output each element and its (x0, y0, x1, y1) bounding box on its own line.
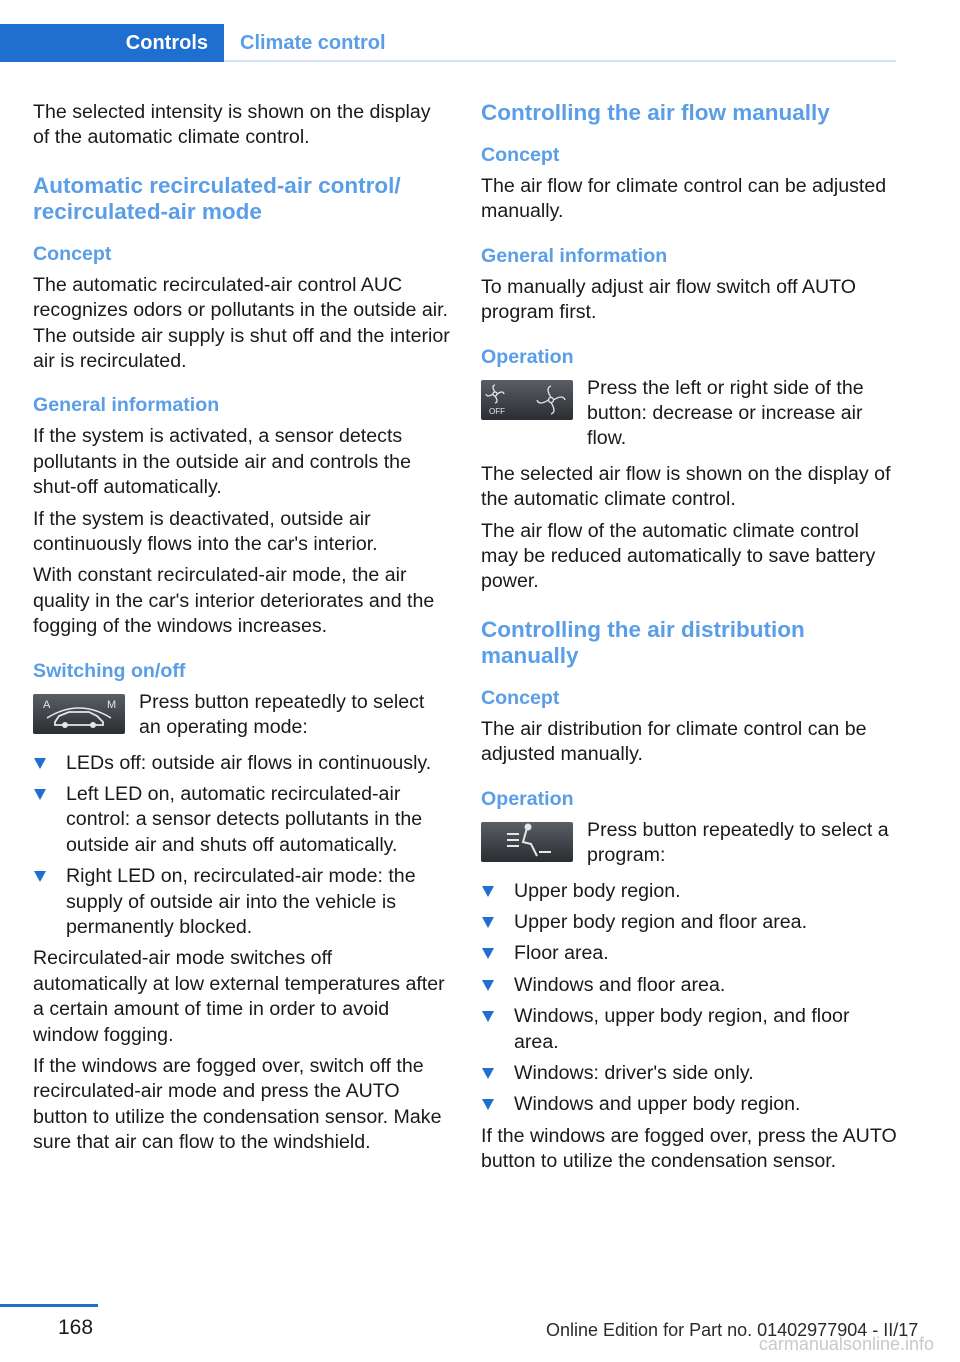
triangle-bullet-icon (482, 1068, 494, 1079)
list-item: Windows and floor area. (481, 973, 899, 998)
list-item: LEDs off: outside air flows in continuously. (33, 751, 451, 776)
intro-paragraph: The selected intensity is shown on the display of the automatic climate control. (33, 101, 431, 149)
final-paragraph: If the windows are fogged over, press the AUTO button to utilize the condensation sensor. (481, 1124, 897, 1173)
section-heading-recirculated-air: Automatic recirculated-air control/ recirculated-air mode (33, 172, 401, 224)
triangle-bullet-icon (482, 1011, 494, 1022)
triangle-bullet-icon (482, 886, 494, 897)
list-item: Upper body region. (481, 879, 899, 904)
air-flow-button-text: Press the left or right side of the button: decrease or increase air flow. (587, 376, 864, 450)
switching-heading: Switching on/off (33, 659, 186, 682)
general-info-heading: General information (33, 394, 220, 417)
fogged-paragraph: If the windows are fogged over, switch off the recirculated-air mode and press the AUTO button to utilize the condensation sensor. Make sure that air can flow to the windshield. (33, 1054, 442, 1154)
operation-heading: Operation (481, 787, 574, 810)
auto-off-paragraph: Recirculated-air mode switches off automatically at low external temperatures after a certain amount of time in order to avoid window fogging. (33, 947, 445, 1046)
svg-text:M: M (107, 698, 117, 711)
svg-text:OFF: OFF (489, 406, 505, 416)
triangle-bullet-icon (482, 980, 494, 991)
list-item: Windows: driver's side only. (481, 1061, 899, 1086)
footer-rule (0, 1304, 98, 1307)
edition-text: Online Edition for Part no. 01402977904 - II/17 (546, 1320, 919, 1340)
general-info-heading: General information (481, 244, 668, 267)
triangle-bullet-icon (482, 948, 494, 959)
triangle-bullet-icon (482, 1099, 494, 1110)
list-item: Windows and upper body region. (481, 1092, 899, 1117)
display-paragraph: The selected air flow is shown on the display of the automatic climate control. (481, 462, 891, 511)
section-heading-air-distribution: Controlling the air distribution manually (481, 616, 805, 668)
right-column (481, 100, 899, 1181)
triangle-bullet-icon (34, 789, 46, 800)
tab-controls[interactable]: Controls (0, 24, 224, 62)
header-tabbar (0, 24, 896, 62)
recirculation-button-row (33, 690, 451, 741)
section-heading-air-flow: Controlling the air flow manually (481, 100, 830, 125)
recirculation-button-icon (33, 694, 125, 734)
air-distribution-button-text: Press button repeatedly to select a program: (587, 818, 889, 867)
header-divider (224, 60, 896, 62)
air-distribution-program-list (481, 879, 899, 1118)
left-column (33, 100, 451, 1162)
air-distribution-button-row (481, 818, 899, 869)
concept-paragraph: The air flow for climate control can be adjusted manually. (481, 175, 887, 223)
list-item: Floor area. (481, 941, 899, 966)
svg-text:A: A (43, 698, 51, 711)
page-number: 168 (58, 1316, 94, 1339)
battery-paragraph: The air flow of the automatic climate control may be reduced automatically to save battery power. (481, 519, 876, 593)
list-item: Left LED on, automatic recirculated-air control: a sensor detects pollutants in the outside air and shuts off automatically. (33, 782, 451, 858)
air-distribution-button-icon (481, 822, 573, 862)
list-item: Right LED on, recirculated-air mode: the supply of outside air into the vehicle is permanently blocked. (33, 864, 451, 940)
air-flow-button-row (481, 376, 899, 452)
general-paragraph-3: With constant recirculated-air mode, the air quality in the car's interior deteriorates and the fogging of the windows increases. (33, 564, 435, 638)
list-item: Windows, upper body region, and floor area. (481, 1004, 899, 1055)
concept-heading: Concept (33, 242, 112, 265)
general-paragraph-1: If the system is activated, a sensor detects pollutants in the outside air and controls the shut-off automatically. (33, 425, 411, 499)
recirculation-button-text: Press button repeatedly to select an operating mode: (139, 690, 425, 739)
triangle-bullet-icon (482, 917, 494, 928)
concept-paragraph: The air distribution for climate control can be adjusted manually. (481, 717, 867, 766)
operation-heading: Operation (481, 345, 574, 368)
concept-paragraph: The automatic recirculated-air control AUC recognizes odors or pollutants in the outside air. The outside air supply is shut off and the interior air is recirculated. (33, 273, 450, 373)
general-paragraph: To manually adjust air flow switch off AUTO program first. (481, 275, 856, 324)
triangle-bullet-icon (34, 871, 46, 882)
watermark: carmanualsonline.info (758, 1334, 934, 1354)
list-item: Upper body region and floor area. (481, 910, 899, 935)
concept-heading: Concept (481, 144, 560, 166)
concept-heading: Concept (481, 686, 560, 709)
fan-button-icon (481, 380, 573, 420)
general-paragraph-2: If the system is deactivated, outside air continuously flows into the car's interior. (33, 507, 378, 556)
recirculation-mode-list (33, 751, 451, 941)
tab-climate-control[interactable]: Climate control (240, 31, 386, 54)
triangle-bullet-icon (34, 758, 46, 769)
